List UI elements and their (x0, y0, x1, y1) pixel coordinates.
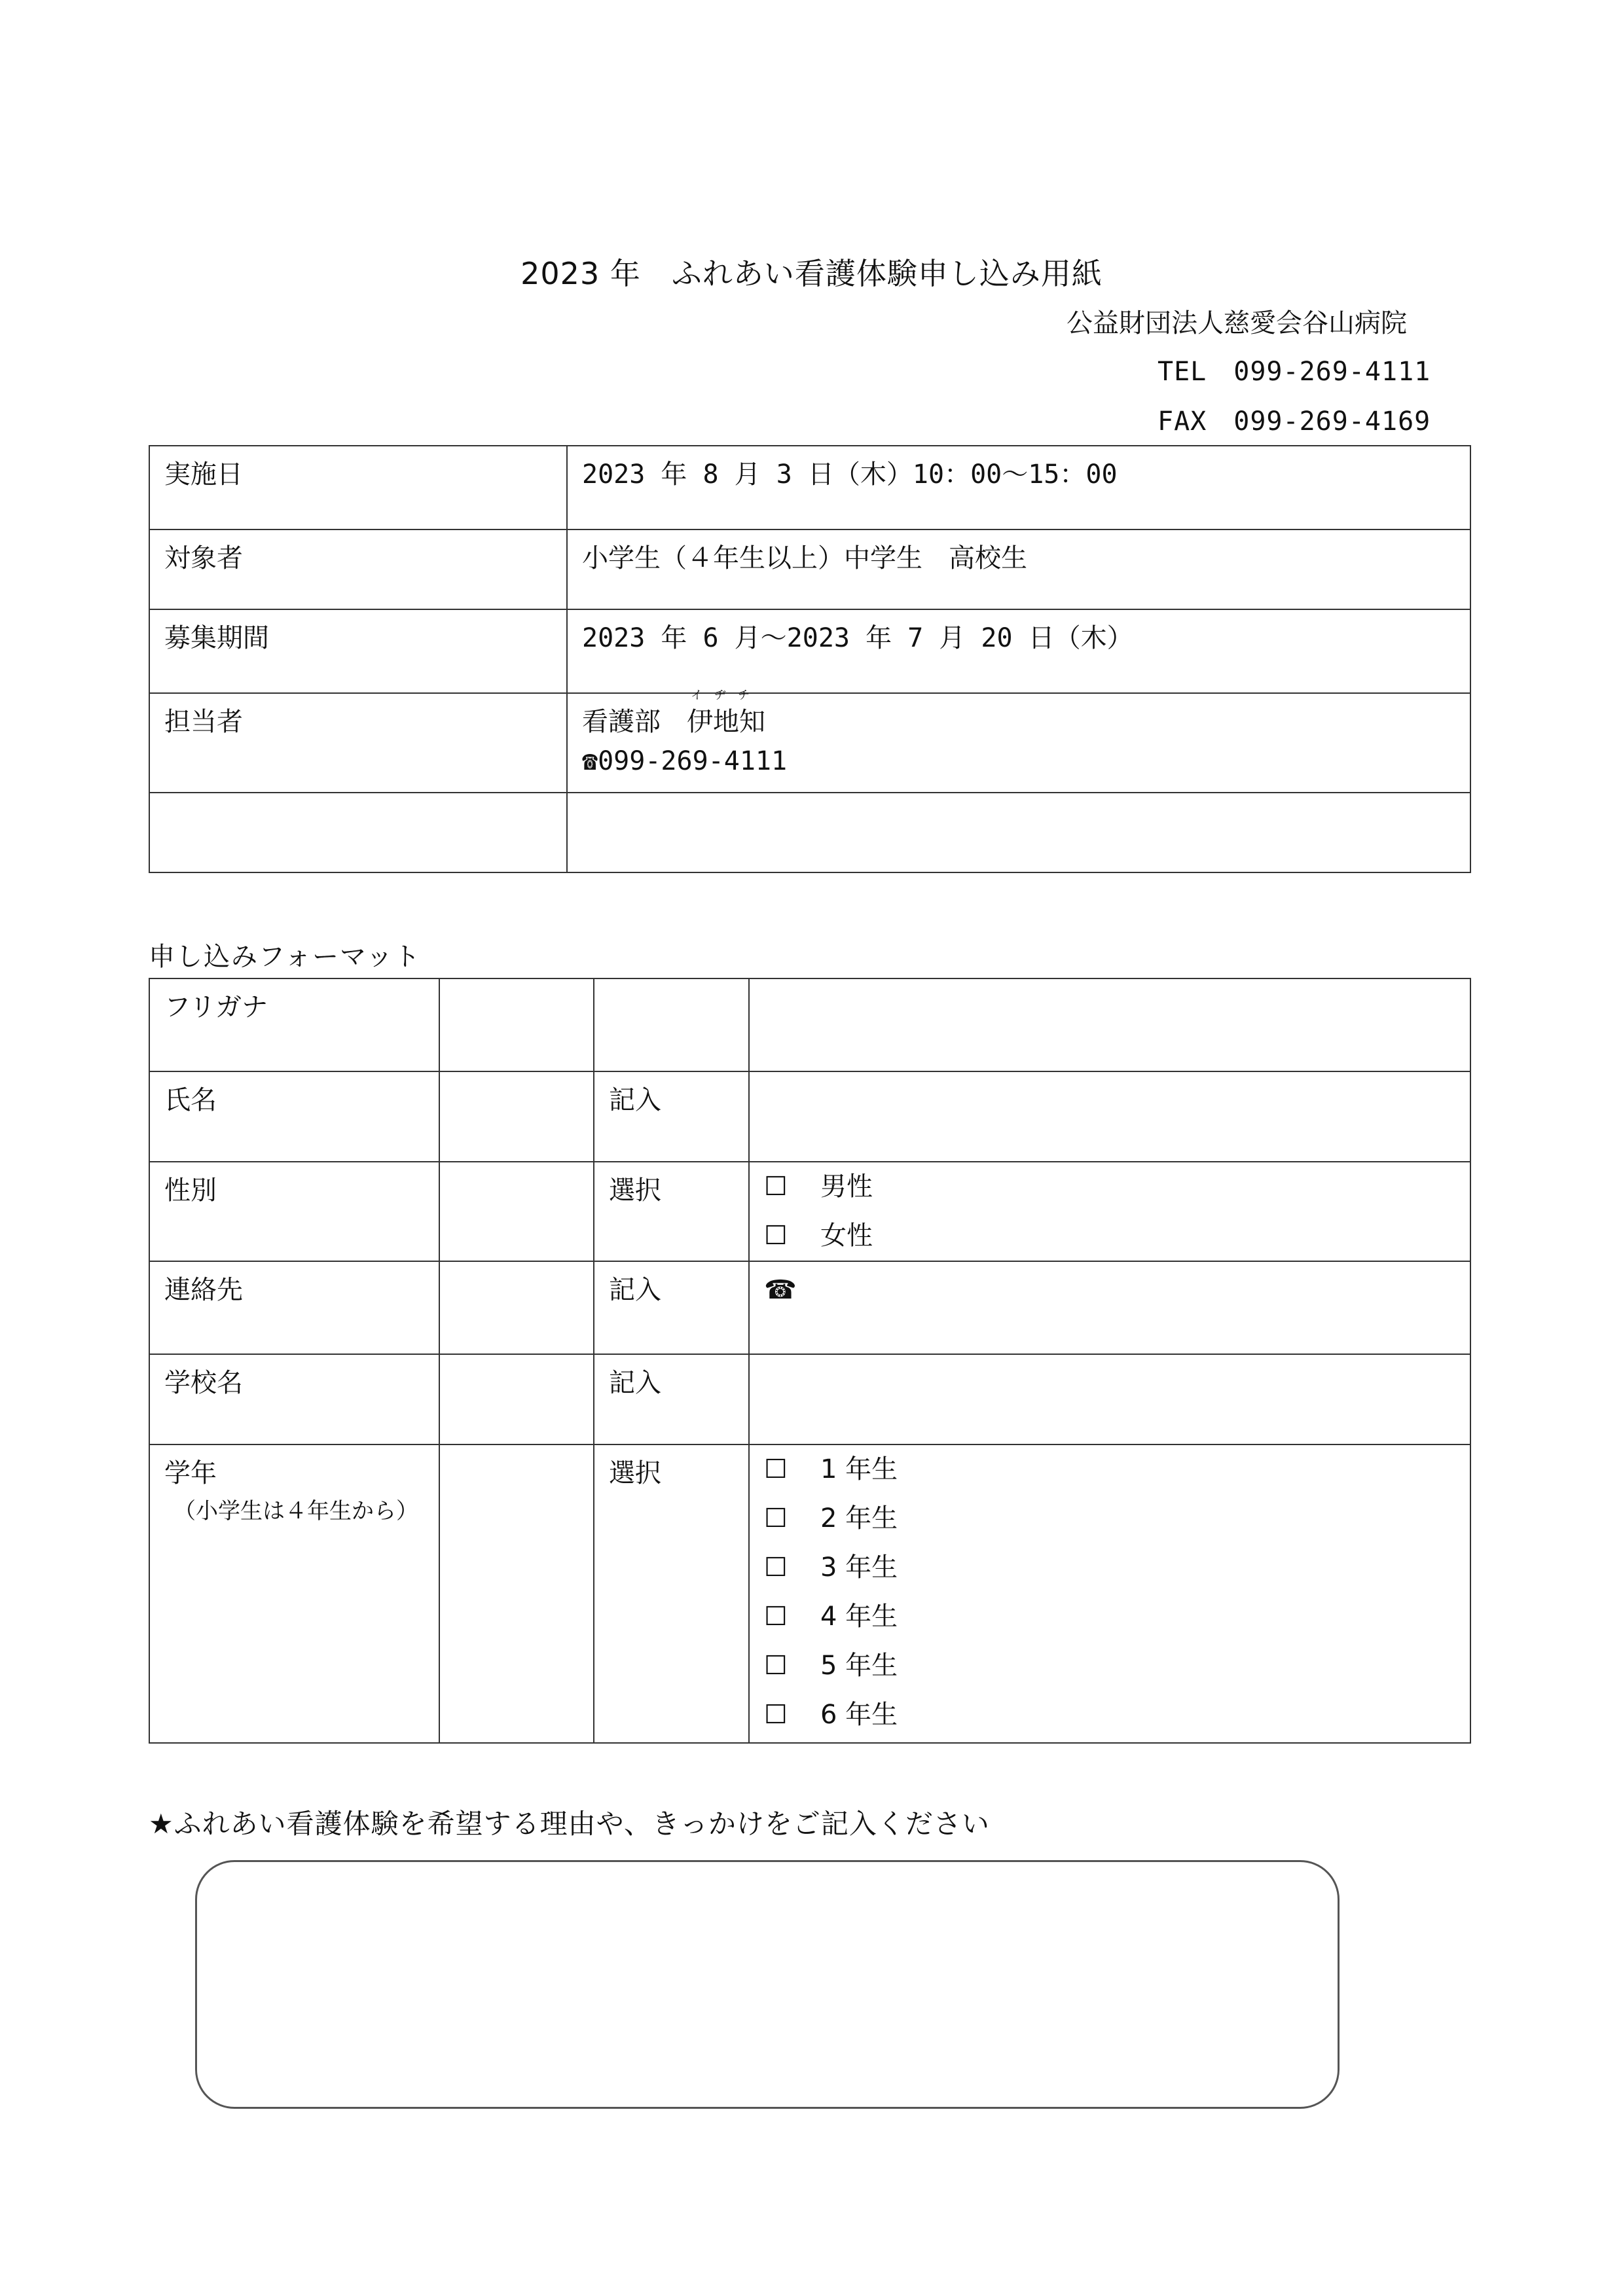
contact-dept: 看護部 (582, 707, 687, 737)
gender-label-cell (149, 1162, 439, 1261)
date-label-cell (149, 446, 567, 529)
name-input-cell[interactable] (749, 1071, 1470, 1162)
grade-options-cell (749, 1444, 1470, 1743)
contact-ruby: イヂチ (691, 689, 761, 702)
gender-action-cell (594, 1162, 749, 1261)
gender-option-female[interactable]: ☐ 女性 (764, 1211, 1470, 1261)
application-form-table (149, 978, 1471, 1744)
gender-blank-cell (439, 1162, 594, 1261)
target-value: 小学生（４年生以上）中学生 高校生 (582, 543, 1027, 573)
grade-option[interactable]: ☐ 3 年生 (764, 1543, 1470, 1592)
period-value: 2023 年 6 月〜2023 年 7 月 20 日（木） (582, 623, 1133, 653)
grade-option[interactable]: ☐ 4 年生 (764, 1592, 1470, 1641)
contact-input-cell[interactable] (749, 1261, 1470, 1354)
grade-action-cell (594, 1444, 749, 1743)
contact-action: 記入 (609, 1275, 661, 1305)
page-title: 2023 年 ふれあい看護体験申し込み用紙 (520, 256, 1103, 291)
contact-action-cell (594, 1261, 749, 1354)
contact-phone-line (582, 745, 1470, 778)
organization-name: 公益財団法人慈愛会谷山病院 (1067, 308, 1407, 338)
fax-number: FAX 099-269-4169 (1158, 406, 1431, 437)
furigana-blank-cell (439, 978, 594, 1071)
furigana-label-cell (149, 978, 439, 1071)
grade-option[interactable]: ☐ 6 年生 (764, 1691, 1470, 1740)
grade-blank-cell (439, 1444, 594, 1743)
school-blank-cell (439, 1354, 594, 1444)
checkbox-icon[interactable]: ☐ (764, 1172, 788, 1202)
name-action: 記入 (609, 1085, 661, 1115)
phone-icon: ☎ (582, 746, 598, 776)
gender-label: 性別 (164, 1175, 217, 1206)
target-label-cell (149, 529, 567, 609)
gender-options-cell (749, 1162, 1470, 1261)
grade-note: （小学生は４年生から） (173, 1498, 418, 1524)
checkbox-icon[interactable]: ☐ (764, 1454, 788, 1484)
grade-label-cell (149, 1444, 439, 1743)
checkbox-icon[interactable]: ☐ (764, 1651, 788, 1681)
period-value-cell (567, 609, 1470, 693)
grade-option[interactable]: ☐ 5 年生 (764, 1641, 1470, 1691)
gender-action: 選択 (609, 1175, 661, 1206)
school-label: 学校名 (164, 1368, 243, 1398)
checkbox-icon[interactable]: ☐ (764, 1221, 788, 1251)
date-value-cell (567, 446, 1470, 529)
contact-blank-cell (439, 1261, 594, 1354)
period-label: 募集期間 (164, 623, 269, 653)
gender-option-male[interactable]: ☐ 男性 (764, 1162, 1470, 1211)
section-title: 申し込みフォーマット (149, 942, 422, 972)
contact-label-cell (149, 1261, 439, 1354)
empty-cell (567, 793, 1470, 872)
furigana-input-cell[interactable] (749, 978, 1470, 1071)
grade-action: 選択 (609, 1458, 661, 1488)
target-value-cell (567, 529, 1470, 609)
checkbox-icon[interactable]: ☐ (764, 1552, 788, 1583)
period-label-cell (149, 609, 567, 693)
checkbox-icon[interactable]: ☐ (764, 1503, 788, 1534)
name-action-cell (594, 1071, 749, 1162)
contact-person (582, 689, 1470, 738)
contact-phone: 099-269-4111 (598, 746, 788, 776)
school-input-cell[interactable] (749, 1354, 1470, 1444)
furigana-label: フリガナ (164, 992, 268, 1022)
tel-number: TEL 099-269-4111 (1158, 357, 1431, 387)
name-label: 氏名 (164, 1085, 217, 1115)
name-label-cell (149, 1071, 439, 1162)
school-label-cell (149, 1354, 439, 1444)
checkbox-icon[interactable]: ☐ (764, 1602, 788, 1632)
contact-label-cell (149, 693, 567, 793)
name-blank-cell (439, 1071, 594, 1162)
school-action: 記入 (609, 1368, 661, 1398)
form-contact-label: 連絡先 (164, 1275, 243, 1305)
furigana-action-cell (594, 978, 749, 1071)
target-label: 対象者 (164, 543, 243, 573)
reason-prompt: ★ふれあい看護体験を希望する理由や、きっかけをご記入ください (149, 1808, 990, 1840)
event-info-table (149, 445, 1471, 873)
school-action-cell (594, 1354, 749, 1444)
contact-label: 担当者 (164, 707, 243, 737)
empty-cell (149, 793, 567, 872)
phone-icon: ☎ (764, 1275, 797, 1305)
contact-value-cell (567, 689, 1470, 793)
date-label: 実施日 (164, 459, 243, 490)
reason-text-box[interactable] (195, 1860, 1340, 2109)
grade-option[interactable]: ☐ 2 年生 (764, 1494, 1470, 1543)
checkbox-icon[interactable]: ☐ (764, 1700, 788, 1730)
date-value: 2023 年 8 月 3 日（木）10：00〜15：00 (582, 459, 1118, 490)
grade-option[interactable]: ☐ 1 年生 (764, 1445, 1470, 1494)
contact-name: 伊地知 (687, 707, 765, 737)
grade-label: 学年 (164, 1458, 217, 1488)
